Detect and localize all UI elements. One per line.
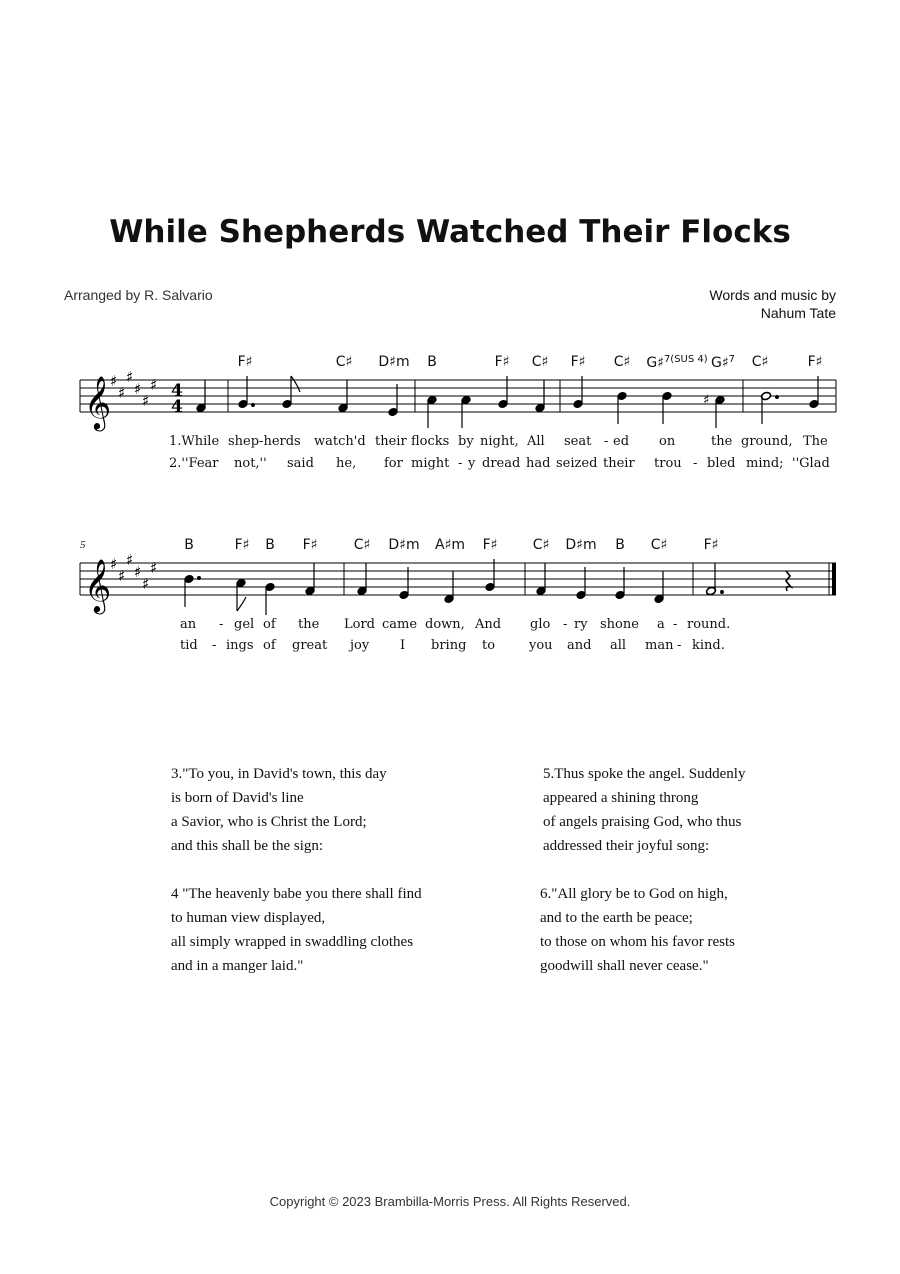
lyric-syllable: for (384, 456, 403, 471)
lyric-syllable: flocks (411, 434, 450, 449)
chord-symbol: C♯ (751, 354, 769, 370)
lyric-syllable: seized (556, 456, 598, 471)
composer-line-2: Nahum Tate (760, 305, 836, 321)
lyric-hyphen: - (458, 456, 463, 471)
lyric-syllable: bring (431, 638, 467, 653)
stanza-line: addressed their joyful song: (543, 838, 710, 854)
lyric-syllable: gel (234, 617, 255, 632)
chord-symbol: F♯ (234, 537, 250, 553)
lyric-hyphen: - (693, 456, 698, 471)
lyric-syllable: all (610, 638, 627, 653)
stanza-line: of angels praising God, who thus (543, 814, 742, 830)
chord-symbol: C♯ (335, 354, 353, 370)
chord-symbol: F♯ (703, 537, 719, 553)
svg-text:♯: ♯ (118, 567, 126, 585)
lyric-syllable: seat (564, 434, 592, 449)
chord-symbol: B (184, 537, 194, 553)
chord-symbol: F♯ (482, 537, 498, 553)
svg-text:♯: ♯ (150, 559, 158, 577)
lyric-syllable: Lord (344, 617, 375, 632)
lyric-syllable: came (382, 617, 418, 632)
lyric-syllable: the (711, 434, 733, 449)
lyric-syllable: ed (613, 434, 630, 449)
svg-text:♯: ♯ (110, 372, 118, 390)
lyric-hyphen: - (219, 617, 224, 632)
lyric-syllable: bled (707, 456, 736, 471)
svg-text:♯: ♯ (110, 555, 118, 573)
lyric-syllable: might (411, 456, 450, 471)
time-signature-top: 4 (171, 381, 183, 401)
chord-symbol: F♯ (807, 354, 823, 370)
chord-symbol: D♯m (565, 537, 597, 553)
lyric-syllable: a (657, 617, 665, 632)
lyric-syllable: kind. (692, 638, 725, 653)
stanza-line: and in a manger laid." (171, 958, 304, 974)
lyric-syllable: 1.While (169, 434, 220, 449)
lyric-syllable: not,'' (234, 456, 267, 471)
lyric-syllable: great (292, 638, 328, 653)
measure-number: 5 (80, 539, 86, 551)
chord-symbol: A♯m (435, 537, 465, 553)
lyric-syllable: of (263, 617, 276, 632)
stanza-4 (171, 882, 422, 978)
staff-1 (80, 380, 836, 412)
svg-text:♯: ♯ (126, 551, 134, 569)
quarter-rest (786, 571, 791, 591)
lyric-syllable: the (298, 617, 320, 632)
lyric-syllable: of (263, 638, 276, 653)
lyric-hyphen: - (212, 638, 217, 653)
chord-extension: 7 (728, 354, 735, 365)
arranger-credit: Arranged by R. Salvario (64, 287, 213, 303)
lyric-syllable: down, (425, 617, 465, 632)
chord-root: G♯ (711, 355, 729, 371)
song-title: While Shepherds Watched Their Flocks (109, 214, 791, 250)
chord-symbol: C♯ (532, 537, 550, 553)
svg-text:♯: ♯ (150, 376, 158, 394)
stanza-line: and to the earth be peace; (540, 910, 693, 926)
lyric-syllable: All (527, 434, 545, 449)
lyric-syllable: shone (600, 617, 639, 632)
lyric-syllable: night, (480, 434, 519, 449)
treble-clef-icon: 𝄞 (84, 558, 112, 612)
lyric-syllable: ground, (741, 434, 793, 449)
lyric-syllable: tid (180, 638, 198, 653)
lyric-syllable: glo (530, 617, 551, 632)
lyric-syllable: dread (482, 456, 521, 471)
stanza-line: all simply wrapped in swaddling clothes (171, 934, 414, 950)
chord-symbol: C♯ (353, 537, 371, 553)
chord-symbol: D♯m (378, 354, 410, 370)
lyric-syllable: 2.''Fear (169, 456, 219, 471)
time-signature-bottom: 4 (171, 397, 183, 417)
stanza-line: 3."To you, in David's town, this day (171, 766, 387, 782)
lyric-syllable: said (287, 456, 314, 471)
lyric-hyphen: - (604, 434, 609, 449)
chord-root: G♯ (646, 355, 664, 371)
stanza-3 (171, 762, 387, 858)
composer-line-1: Words and music by (709, 287, 836, 303)
lyric-syllable: to (482, 638, 496, 653)
lyric-syllable: joy (350, 638, 370, 653)
stanza-line: and this shall be the sign: (171, 838, 324, 854)
svg-text:♯: ♯ (118, 384, 126, 402)
lyric-hyphen: - (673, 617, 678, 632)
stanza-line: 5.Thus spoke the angel. Suddenly (543, 766, 746, 782)
stanza-line: 6."All glory be to God on high, (540, 886, 728, 902)
svg-text:♯: ♯ (134, 563, 142, 581)
lyric-syllable: The (803, 434, 828, 449)
lyric-syllable: ings (226, 638, 254, 653)
stanza-6 (540, 882, 735, 978)
stanza-line: to those on whom his favor rests (540, 934, 735, 950)
svg-text:♯: ♯ (126, 368, 134, 386)
lyric-syllable: their (603, 456, 635, 471)
lyric-syllable: man (645, 638, 674, 653)
lyric-syllable: watch'd (314, 434, 366, 449)
lyric-hyphen: - (677, 638, 682, 653)
chord-symbol: F♯ (494, 354, 510, 370)
lyric-syllable: trou (654, 456, 682, 471)
chord-symbol: B (427, 354, 437, 370)
lyric-syllable: I (400, 638, 406, 653)
svg-text:♯: ♯ (142, 575, 150, 593)
lyric-syllable: on (659, 434, 676, 449)
svg-text:♯: ♯ (142, 392, 150, 410)
lyric-hyphen: - (563, 617, 568, 632)
stanza-line: 4 "The heavenly babe you there shall find (171, 886, 422, 902)
lyric-syllable: And (475, 617, 502, 632)
chord-symbol: F♯ (302, 537, 318, 553)
chord-extension: 7(SUS 4) (663, 354, 708, 365)
chord-symbol: F♯ (570, 354, 586, 370)
lyric-syllable: round. (687, 617, 731, 632)
svg-text:♯: ♯ (134, 380, 142, 398)
chord-symbol: B (615, 537, 625, 553)
stanza-5 (543, 762, 745, 858)
chord-symbol: D♯m (388, 537, 420, 553)
lyric-syllable: mind; (746, 456, 784, 471)
chord-symbol: B (265, 537, 275, 553)
stanza-line: goodwill shall never cease." (540, 958, 709, 974)
lyric-syllable: by (458, 434, 474, 449)
stanza-line: a Savior, who is Christ the Lord; (171, 814, 367, 830)
chord-symbol: F♯ (237, 354, 253, 370)
sharp-accidental: ♯ (703, 393, 710, 408)
treble-clef-icon: 𝄞 (84, 375, 112, 429)
lyric-syllable: an (180, 617, 197, 632)
lyric-syllable: you (529, 638, 553, 653)
copyright-notice: Copyright © 2023 Brambilla-Morris Press. All Rights Reserved. (269, 1194, 631, 1209)
chord-symbol: C♯ (650, 537, 668, 553)
lyric-syllable: had (526, 456, 551, 471)
lyric-syllable: their (375, 434, 407, 449)
lyric-syllable: ry (574, 617, 588, 632)
chord-symbol: C♯ (613, 354, 631, 370)
stanza-line: appeared a shining throng (543, 790, 699, 806)
lyric-syllable: y (468, 456, 476, 471)
final-barline (832, 563, 836, 595)
lyric-syllable: ''Glad (792, 456, 830, 471)
lyric-syllable: and (567, 638, 592, 653)
lyric-syllable: he, (336, 456, 357, 471)
chord-symbol: C♯ (531, 354, 549, 370)
stanza-line: is born of David's line (171, 790, 304, 806)
stanza-line: to human view displayed, (171, 910, 326, 926)
lyric-syllable: shep-herds (228, 434, 301, 449)
